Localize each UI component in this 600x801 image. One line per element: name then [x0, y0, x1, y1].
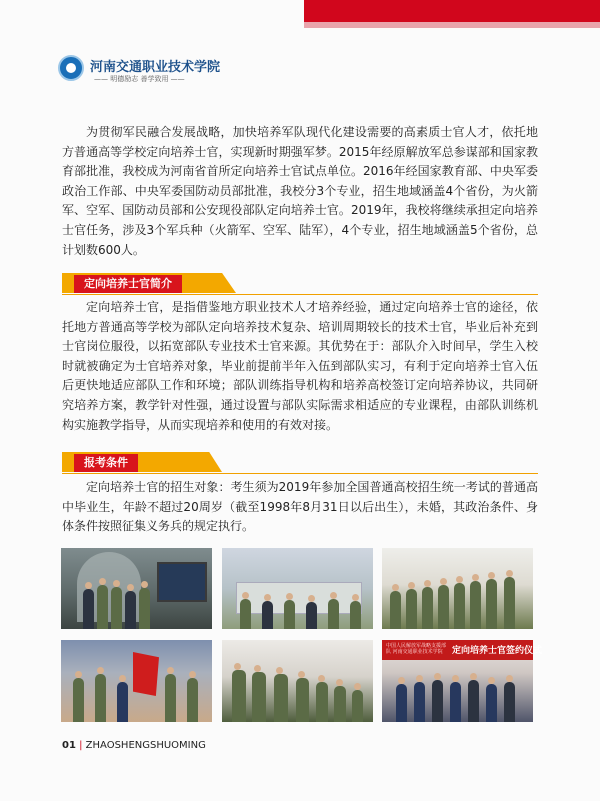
photo-signing-ceremony	[382, 640, 543, 722]
section-title: 定向培养士官简介	[74, 275, 182, 293]
page-number: 01	[62, 740, 76, 751]
section1-paragraph: 定向培养士官，是指借鉴地方职业技术人才培养经验，通过定向培养士官的途径，依托地方普通高等学校为部队定向培养技术复杂、培训周期较长的技术士官，毕业后补充到士官岗位服役，以拓宽部队专业技术士官来源。其优势在于：部队介入时间早，学生入校时就被确定为士官培养对象，毕业前提前半年入伍到部队实习，有利于定向培养士官入伍后更快地适应部队工作和环境；部队训练指导机构和培养高校签订定向培养协议，共同研究培养方案，教学针对性强，通过设置与部队实际需求相适应的专业课程，由部队训练机构实施教学指导，从而实现培养和使用的有效对接。	[62, 300, 538, 432]
section2-paragraph: 定向培养士官的招生对象：考生须为2019年参加全国普通高校招生统一考试的普通高中毕业生，年龄不超过20周岁（截至1998年8月31日以后出生），未婚，其政治条件、身体条件按照征集义务兵的规定执行。	[62, 480, 538, 534]
ceremony-banner-title: 定向培养士官签约仪式	[452, 646, 543, 656]
page-footer	[62, 740, 206, 751]
photo-officers-inspection	[61, 548, 212, 629]
section-rule	[62, 473, 538, 474]
header-red-bar	[304, 0, 600, 22]
photo-cadets-seated	[382, 548, 533, 629]
section-rule	[62, 294, 538, 295]
section-title: 报考条件	[74, 454, 138, 472]
footer-divider: |	[79, 740, 83, 751]
photo-flag-raising	[61, 640, 212, 722]
intro-paragraph: 为贯彻军民融合发展战略，加快培养军队现代化建设需要的高素质士官人才，依托地方普通高等学校定向培养士官，实现新时期强军梦。2015年经原解放军总参谋部和国家教育部批准，我校成为河南省首所定向培养士官试点单位。2016年经国家教育部、中央军委政治工作部、中央军委国防动员部批准，我校分3个专业，招生地域涵盖4个省份，为火箭军、空军、国防动员部和公安现役部队定向培养士官。2019年，我校将继续承担定向培养士官任务，涉及3个军兵种（火箭军、空军、陆军），4个专业，招生地域涵盖5个省份，总计划数600人。	[62, 125, 538, 257]
national-flag	[133, 652, 159, 696]
header-red-bar-shadow	[304, 22, 600, 28]
section-header-intro	[62, 273, 538, 295]
section-header-requirements	[62, 452, 538, 474]
ceremony-banner-org: 中国人民解放军战略支援部队 河南交通职业技术学院	[386, 643, 447, 655]
photo-sand-table-meeting	[222, 548, 373, 629]
school-name: 河南交通职业技术学院	[90, 60, 221, 75]
running-title: ZHAOSHENGSHUOMING	[85, 740, 206, 751]
school-logo-icon	[58, 55, 84, 81]
school-motto: —— 明德励志 善学致用 ——	[94, 75, 185, 83]
photo-female-cadets-salute	[222, 640, 373, 722]
